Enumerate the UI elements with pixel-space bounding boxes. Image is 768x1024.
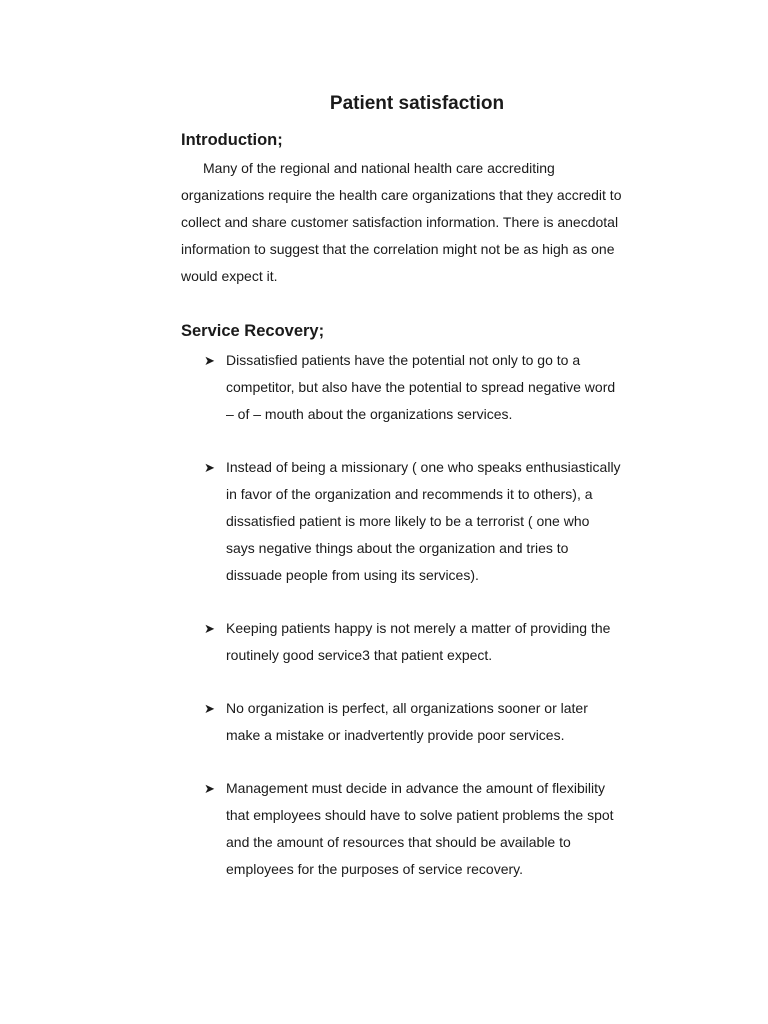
- arrowhead-bullet-icon: ➤: [204, 781, 215, 796]
- list-item-line: Keeping patients happy is not merely a matter of providing the: [226, 620, 611, 636]
- paragraph-line: collect and share customer satisfaction information. There is anecdotal: [181, 214, 619, 230]
- list-item-line: in favor of the organization and recommends it to others), a: [226, 486, 593, 502]
- list-item-line: dissuade people from using its services).: [226, 567, 479, 583]
- list-item-line: No organization is perfect, all organizations sooner or later: [226, 700, 588, 716]
- list-item-text: [226, 695, 666, 749]
- introduction-heading: Introduction;: [181, 131, 283, 149]
- list-item-line: says negative things about the organization and tries to: [226, 540, 569, 556]
- arrowhead-bullet-icon: ➤: [204, 353, 215, 368]
- list-item-line: and the amount of resources that should be available to: [226, 834, 571, 850]
- arrowhead-bullet-icon: ➤: [204, 460, 215, 475]
- list-item-line: make a mistake or inadvertently provide poor services.: [226, 727, 565, 743]
- arrowhead-bullet-icon: ➤: [204, 701, 215, 716]
- list-item-text: [226, 615, 666, 669]
- paragraph-line: would expect it.: [181, 268, 278, 284]
- arrowhead-bullet-icon: ➤: [204, 621, 215, 636]
- list-item-line: Dissatisfied patients have the potential not only to go to a: [226, 352, 581, 368]
- list-item-text: [226, 454, 666, 589]
- document-title: Patient satisfaction: [329, 93, 505, 114]
- list-item-line: routinely good service3 that patient expect.: [226, 647, 493, 663]
- paragraph-line: information to suggest that the correlation might not be as high as one: [181, 241, 615, 257]
- list-item-text: [226, 775, 666, 883]
- service-recovery-heading: Service Recovery;: [181, 322, 325, 340]
- list-item-line: Instead of being a missionary ( one who speaks enthusiastically: [226, 459, 621, 475]
- list-item-line: dissatisfied patient is more likely to be a terrorist ( one who: [226, 513, 590, 529]
- list-item-line: Management must decide in advance the amount of flexibility: [226, 780, 605, 796]
- list-item-line: employees for the purposes of service recovery.: [226, 861, 523, 877]
- list-item-line: that employees should have to solve patient problems the spot: [226, 807, 614, 823]
- list-item-text: [226, 347, 666, 428]
- introduction-paragraph: [181, 155, 661, 290]
- list-item-line: – of – mouth about the organizations services.: [226, 406, 513, 422]
- paragraph-line: Many of the regional and national health care accrediting: [203, 160, 555, 176]
- list-item-line: competitor, but also have the potential to spread negative word: [226, 379, 616, 395]
- paragraph-line: organizations require the health care organizations that they accredit to: [181, 187, 622, 203]
